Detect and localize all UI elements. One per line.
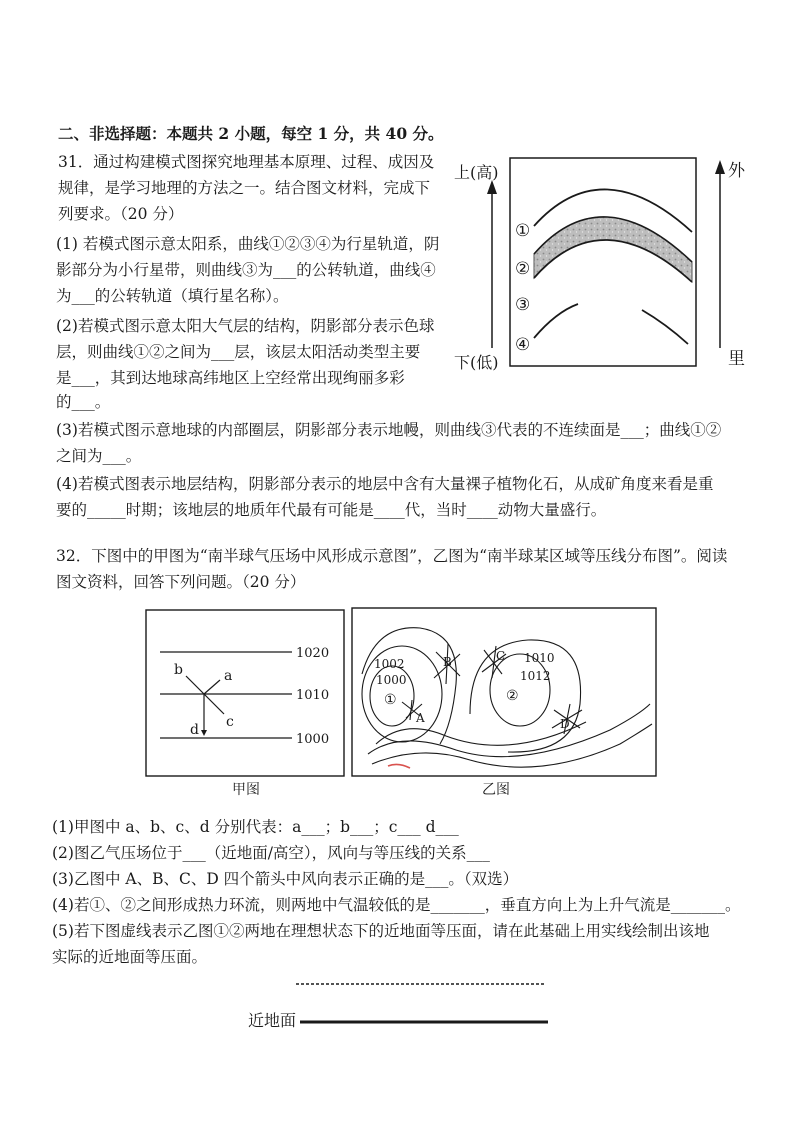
jia-label-1000: 1000 xyxy=(296,732,330,747)
yi-site-2: ② xyxy=(506,688,519,704)
fig-yi-caption: 乙图 xyxy=(482,782,510,798)
q31-p3-line-2: 之间为___。 xyxy=(56,447,142,465)
jia-label-c: c xyxy=(226,714,234,730)
yi-point-A: A xyxy=(416,711,425,725)
isobaric-drawing-area[interactable] xyxy=(240,974,570,1044)
q32-question-2: (2)图乙气压场位于___（近地面/高空），风向与等压线的关系___ xyxy=(52,844,490,862)
label-top: 上(高) xyxy=(454,163,499,182)
q31-p1-line-1: (1) 若模式图示意太阳系，曲线①②③④为行星轨道，阴 xyxy=(56,235,440,253)
fig-yi-frame xyxy=(352,608,656,776)
curve-label-1: ① xyxy=(515,221,531,241)
q31-p4-line-1: (4)若模式图表示地层结构，阴影部分表示的地层中含有大量裸子植物化石，从成矿角度来看是重 xyxy=(56,475,714,493)
label-bottom: 下(低) xyxy=(454,353,499,372)
curve-4-right xyxy=(642,310,688,344)
jia-arrow-a xyxy=(204,680,220,694)
yi-point-D: D xyxy=(560,717,570,731)
label-inner: 里 xyxy=(728,349,745,369)
curve-4-left xyxy=(534,304,578,338)
jia-arrow-c xyxy=(204,694,224,714)
q31-p2-line-3: 是___，其到达地球高纬地区上空经常出现绚丽多彩 xyxy=(56,369,405,387)
yi-label-1000: 1000 xyxy=(376,673,407,687)
yi-label-1002: 1002 xyxy=(374,657,405,671)
q31-intro-line-2: 规律，是学习地理的方法之一。结合图文材料，完成下 xyxy=(58,179,431,197)
q31-p4-line-2: 要的_____时期；该地层的地质年代最有可能是____代，当时____动物大量盛行。 xyxy=(56,501,607,519)
ground-label: 近地面 xyxy=(248,1011,297,1030)
jia-label-a: a xyxy=(224,668,233,684)
left-axis-arrow-icon xyxy=(487,180,497,194)
q32-question-3: (3)乙图中 A、B、C、D 四个箭头中风向表示正确的是___。（双选） xyxy=(52,870,519,888)
q31-model-figure xyxy=(452,150,752,375)
label-outer: 外 xyxy=(728,161,745,181)
jia-label-1020: 1020 xyxy=(296,646,330,661)
q31-p1-line-3: 为___的公转轨道（填行星名称）。 xyxy=(56,287,289,305)
q32-intro-line-2: 图文资料，回答下列问题。（20 分） xyxy=(56,573,306,591)
q32-question-5-line-1: (5)若下图虚线表示乙图①②两地在理想状态下的近地面等压面，请在此基础上用实线绘制出该地 xyxy=(52,922,710,940)
section-heading: 二、非选择题：本题共 2 小题，每空 1 分，共 40 分。 xyxy=(58,124,444,143)
q31-p3-line-1: (3)若模式图示意地球的内部圈层，阴影部分表示地幔，则曲线③代表的不连续面是___；曲线①② xyxy=(56,421,722,439)
yi-site-1: ① xyxy=(384,692,397,708)
fig-jia-caption: 甲图 xyxy=(232,782,260,798)
q31-p2-line-4: 的___。 xyxy=(56,393,111,411)
red-mark xyxy=(388,764,410,768)
yi-label-1010: 1010 xyxy=(524,651,555,665)
q32-question-5-line-2: 实际的近地面等压面。 xyxy=(52,948,208,966)
q31-p2-line-1: (2)若模式图示意太阳大气层的结构，阴影部分表示色球 xyxy=(56,317,435,335)
q32-question-4: (4)若①、②之间形成热力环流，则两地中气温较低的是_______，垂直方向上为上升气流是_______。 xyxy=(52,896,741,914)
jia-label-1010: 1010 xyxy=(296,688,330,703)
jia-arrow-d-head-icon xyxy=(201,730,207,736)
yi-point-B: B xyxy=(443,655,452,669)
yi-label-1012: 1012 xyxy=(520,669,551,683)
jia-label-d: d xyxy=(190,722,199,738)
shaded-layer xyxy=(534,217,692,282)
q32-figures xyxy=(140,604,662,800)
jia-arrow-b xyxy=(186,676,204,694)
curve-label-2: ② xyxy=(515,259,531,279)
curve-label-3: ③ xyxy=(515,295,531,315)
yi-point-C: C xyxy=(496,649,506,663)
q31-p2-line-2: 层，则曲线①②之间为___层，该层太阳活动类型主要 xyxy=(56,343,421,361)
q31-intro-line-3: 列要求。（20 分） xyxy=(58,205,184,223)
q32-intro-line-1: 32．下图中的甲图为“南半球气压场中风形成示意图”，乙图为“南半球某区域等压线分布图”。阅读 xyxy=(56,547,728,565)
q31-intro-line-1: 31．通过构建模式图探究地理基本原理、过程、成因及 xyxy=(58,153,435,171)
curve-label-4: ④ xyxy=(515,335,531,355)
q32-question-1: (1)甲图中 a、b、c、d 分别代表：a___；b___；c___ d___ xyxy=(52,818,459,836)
jia-label-b: b xyxy=(174,662,183,678)
q31-p1-line-2: 影部分为小行星带，则曲线③为___的公转轨道，曲线④ xyxy=(56,261,436,279)
right-axis-arrow-icon xyxy=(715,160,725,174)
